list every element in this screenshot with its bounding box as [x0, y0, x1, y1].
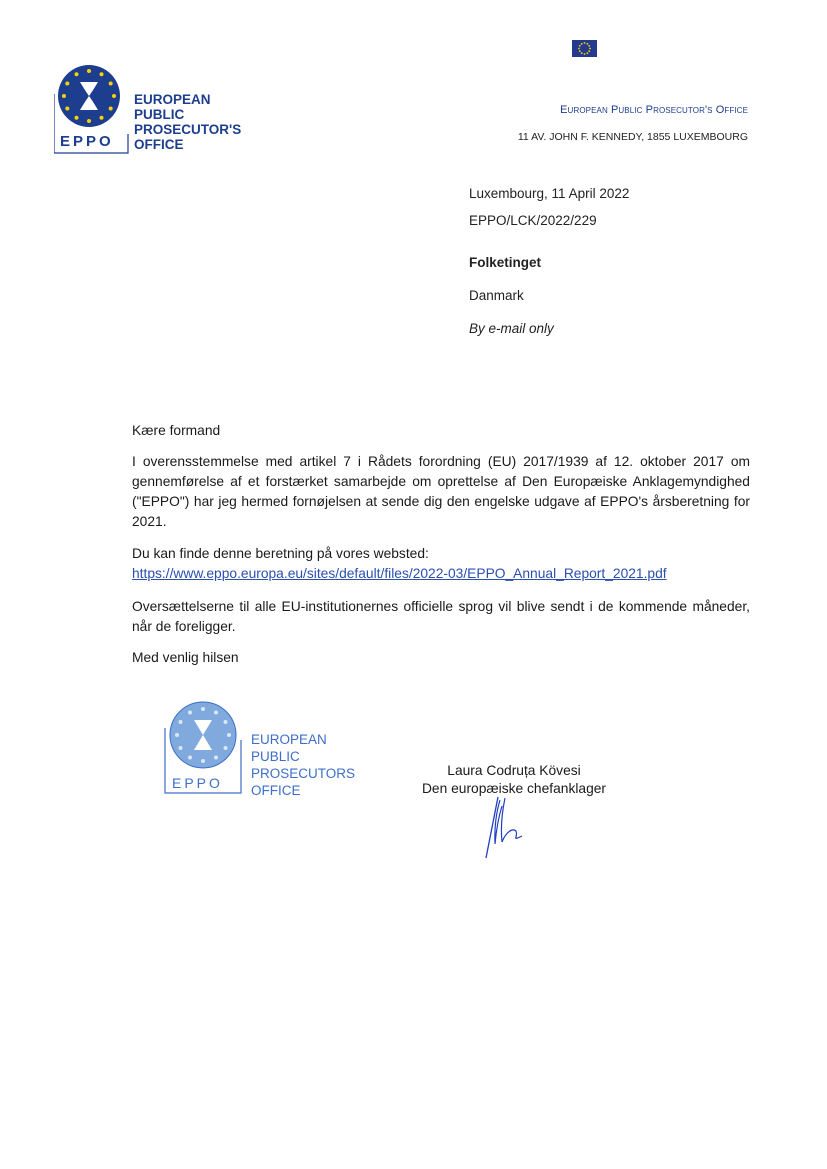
- logo-name: EUROPEAN PUBLIC PROSECUTOR'S OFFICE: [134, 92, 242, 152]
- logo-acronym: EPPO: [60, 133, 114, 150]
- salutation: Kære formand: [132, 423, 221, 438]
- closing: Med venlig hilsen: [132, 650, 239, 665]
- paragraph-1: I overensstemmelse med artikel 7 i Rådets forordning (EU) 2017/1939 af 12. oktober 2017 om gennemførelse af et forstærket samarbejde om oprettelse af Den Europæiske Anklagemyndighed ("EPPO") har jeg hermed fornøjelsen at sende dig den engelske udgave af EPPO's årsberetning for 2021.: [132, 454, 750, 529]
- office-name: European Public Prosecutor's Office: [560, 104, 748, 116]
- reference-number: EPPO/LCK/2022/229: [469, 213, 597, 228]
- signer-title: Den europæiske chefanklager: [421, 781, 607, 796]
- paragraph-2-intro: Du kan finde denne beretning på vores websted:: [132, 546, 429, 561]
- report-link[interactable]: https://www.eppo.europa.eu/sites/default/files/2022-03/EPPO_Annual_Report_2021.pdf: [132, 566, 667, 581]
- handwritten-signature: [478, 792, 538, 862]
- eu-flag-icon: [572, 40, 597, 57]
- paragraph-2: [132, 544, 750, 584]
- paragraph-3: Oversættelserne til alle EU-institutionernes officielle sprog vil blive sendt i de kommende måneder, når de foreligger.: [132, 599, 750, 634]
- delivery-note: By e-mail only: [469, 321, 554, 336]
- place-date: Luxembourg, 11 April 2022: [469, 186, 630, 201]
- office-address: 11 AV. JOHN F. KENNEDY, 1855 LUXEMBOURG: [517, 131, 748, 143]
- signer-name: Laura Codruța Kövesi: [447, 763, 581, 778]
- stamp-name: EUROPEAN PUBLIC PROSECUTORS OFFICE: [251, 732, 356, 798]
- recipient-country: Danmark: [469, 288, 524, 303]
- stamp-acronym: EPPO: [172, 775, 223, 791]
- recipient: Folketinget: [469, 255, 542, 270]
